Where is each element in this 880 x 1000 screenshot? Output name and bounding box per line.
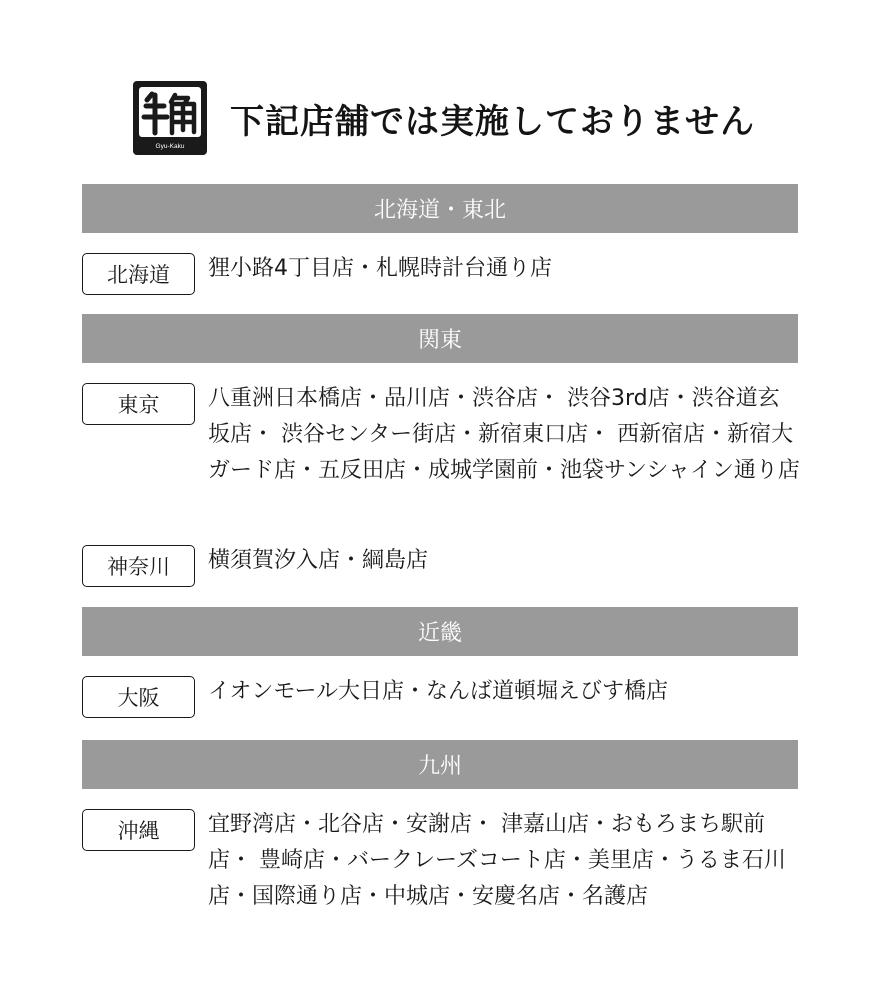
page-title: 下記店舗では実施しておりません xyxy=(230,101,755,142)
region-header: 九州 xyxy=(82,740,798,789)
prefecture-label: 神奈川 xyxy=(82,545,195,587)
prefecture-label: 沖縄 xyxy=(82,809,195,851)
store-list: 狸小路4丁目店・札幌時計台通り店 xyxy=(208,256,552,281)
store-list: 八重洲日本橋店・品川店・渋谷店・ 渋谷3rd店・渋谷道玄坂店・ 渋谷センター街店・新宿東口店・ 西新宿店・新宿大ガード店・五反田店・成城学園前・池袋サンシャイン通り店 xyxy=(208,386,800,483)
gyukaku-logo-icon xyxy=(130,78,210,158)
prefecture-label: 北海道 xyxy=(82,253,195,295)
region-header: 関東 xyxy=(82,314,798,363)
store-list: 横須賀汐入店・綱島店 xyxy=(208,548,429,573)
logo-text: Gyu-Kaku xyxy=(155,143,185,150)
region-header: 北海道・東北 xyxy=(82,184,798,233)
store-list: 宜野湾店・北谷店・安謝店・ 津嘉山店・おもろまち駅前店・ 豊崎店・バークレーズコート店・美里店・うるま石川店・国際通り店・中城店・安慶名店・名護店 xyxy=(208,812,786,909)
prefecture-label: 大阪 xyxy=(82,676,195,718)
header xyxy=(130,78,755,158)
region-header: 近畿 xyxy=(82,607,798,656)
store-list: イオンモール大日店・なんば道頓堀えびす橋店 xyxy=(208,679,669,704)
prefecture-label: 東京 xyxy=(82,383,195,425)
